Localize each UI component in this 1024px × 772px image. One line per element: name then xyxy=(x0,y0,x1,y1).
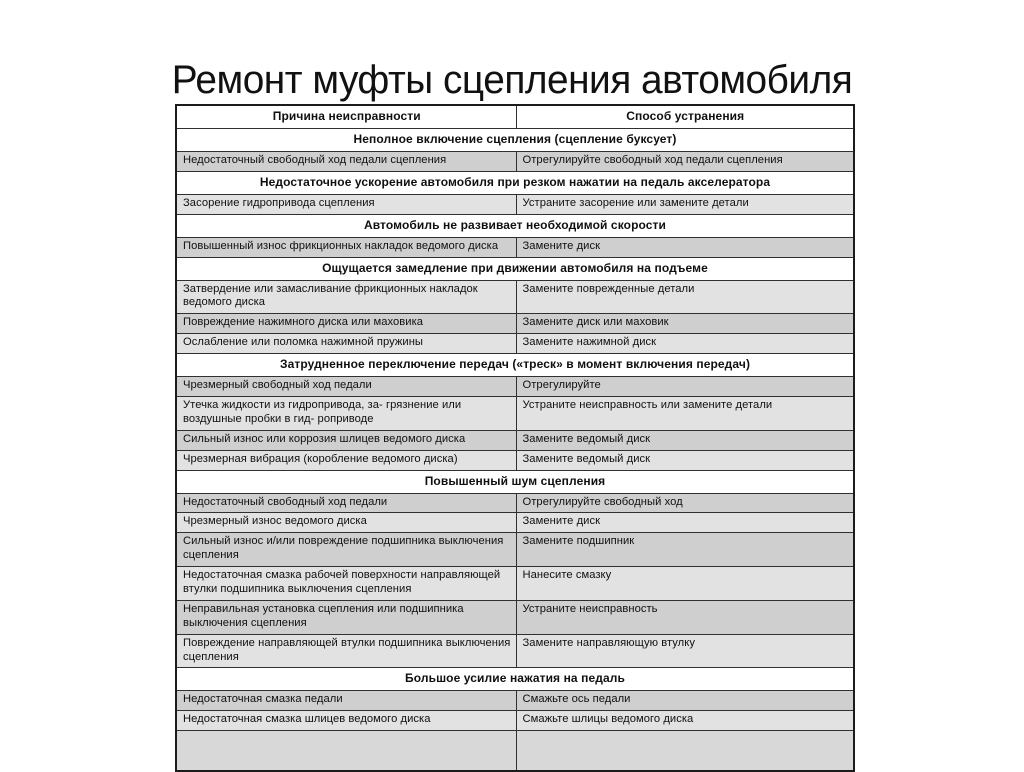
section-header-cell: Ощущается замедление при движении автомобиля на подъеме xyxy=(176,257,854,280)
table-row xyxy=(176,151,854,171)
table-row xyxy=(176,397,854,431)
section-header-row xyxy=(176,470,854,493)
table-row xyxy=(176,600,854,634)
section-header-cell: Автомобиль не развивает необходимой скорости xyxy=(176,214,854,237)
section-header-row xyxy=(176,214,854,237)
section-header-cell: Неполное включение сцепления (сцепление буксует) xyxy=(176,128,854,151)
table-row xyxy=(176,513,854,533)
remedy-cell: Устраните засорение или замените детали xyxy=(516,194,854,214)
table-row xyxy=(176,314,854,334)
filler-cell-right xyxy=(516,731,854,772)
fault-table-container xyxy=(175,104,853,772)
table-row xyxy=(176,711,854,731)
cause-cell: Неправильная установка сцепления или подшипника выключения сцепления xyxy=(176,600,516,634)
table-row xyxy=(176,493,854,513)
remedy-cell: Нанесите смазку xyxy=(516,567,854,601)
cause-cell: Затвердение или замасливание фрикционных накладок ведомого диска xyxy=(176,280,516,314)
section-header-row xyxy=(176,171,854,194)
remedy-cell: Замените ведомый диск xyxy=(516,450,854,470)
remedy-cell: Замените нажимной диск xyxy=(516,334,854,354)
cause-cell: Недостаточный свободный ход педали xyxy=(176,493,516,513)
table-row xyxy=(176,280,854,314)
cause-cell: Сильный износ или коррозия шлицев ведомого диска xyxy=(176,430,516,450)
cause-cell: Сильный износ и/или повреждение подшипника выключения сцепления xyxy=(176,533,516,567)
section-header-cell: Большое усилие нажатия на педаль xyxy=(176,668,854,691)
table-filler-row xyxy=(176,731,854,772)
table-row xyxy=(176,691,854,711)
remedy-cell: Отрегулируйте xyxy=(516,377,854,397)
section-header-cell: Повышенный шум сцепления xyxy=(176,470,854,493)
remedy-cell: Замените поврежденные детали xyxy=(516,280,854,314)
remedy-cell: Замените диск xyxy=(516,237,854,257)
cause-cell: Чрезмерный свободный ход педали xyxy=(176,377,516,397)
table-body xyxy=(176,105,854,771)
table-row xyxy=(176,567,854,601)
table-row xyxy=(176,377,854,397)
section-header-cell: Недостаточное ускорение автомобиля при резком нажатии на педаль акселератора xyxy=(176,171,854,194)
cause-cell: Недостаточная смазка рабочей поверхности направляющей втулки подшипника выключения сцепления xyxy=(176,567,516,601)
cause-cell: Недостаточная смазка шлицев ведомого диска xyxy=(176,711,516,731)
clutch-fault-table xyxy=(175,104,855,772)
remedy-cell: Отрегулируйте свободный ход педали сцепления xyxy=(516,151,854,171)
cause-cell: Повреждение направляющей втулки подшипника выключения сцепления xyxy=(176,634,516,668)
remedy-cell: Замените диск или маховик xyxy=(516,314,854,334)
cause-cell: Недостаточный свободный ход педали сцепления xyxy=(176,151,516,171)
section-header-row xyxy=(176,257,854,280)
remedy-cell: Устраните неисправность xyxy=(516,600,854,634)
table-row xyxy=(176,533,854,567)
table-row xyxy=(176,430,854,450)
remedy-cell: Замените ведомый диск xyxy=(516,430,854,450)
remedy-cell: Замените диск xyxy=(516,513,854,533)
section-header-row xyxy=(176,354,854,377)
remedy-cell: Отрегулируйте свободный ход xyxy=(516,493,854,513)
table-row xyxy=(176,634,854,668)
column-header-cell: Причина неисправности xyxy=(176,105,516,128)
column-header-cell: Способ устранения xyxy=(516,105,854,128)
section-header-row xyxy=(176,128,854,151)
remedy-cell: Устраните неисправность или замените детали xyxy=(516,397,854,431)
cause-cell: Ослабление или поломка нажимной пружины xyxy=(176,334,516,354)
table-row xyxy=(176,450,854,470)
table-row xyxy=(176,334,854,354)
cause-cell: Повышенный износ фрикционных накладок ведомого диска xyxy=(176,237,516,257)
filler-cell-left xyxy=(176,731,516,772)
cause-cell: Утечка жидкости из гидропривода, за- грязнение или воздушные пробки в гид- роприводе xyxy=(176,397,516,431)
cause-cell: Засорение гидропривода сцепления xyxy=(176,194,516,214)
section-header-cell: Затрудненное переключение передач («треск» в момент включения передач) xyxy=(176,354,854,377)
table-row xyxy=(176,194,854,214)
table-row xyxy=(176,237,854,257)
cause-cell: Чрезмерная вибрация (коробление ведомого диска) xyxy=(176,450,516,470)
cause-cell: Повреждение нажимного диска или маховика xyxy=(176,314,516,334)
remedy-cell: Смажьте ось педали xyxy=(516,691,854,711)
column-header-row xyxy=(176,105,854,128)
remedy-cell: Смажьте шлицы ведомого диска xyxy=(516,711,854,731)
remedy-cell: Замените подшипник xyxy=(516,533,854,567)
page-title: Ремонт муфты сцепления автомобиля xyxy=(171,57,853,102)
cause-cell: Чрезмерный износ ведомого диска xyxy=(176,513,516,533)
section-header-row xyxy=(176,668,854,691)
remedy-cell: Замените направляющую втулку xyxy=(516,634,854,668)
cause-cell: Недостаточная смазка педали xyxy=(176,691,516,711)
